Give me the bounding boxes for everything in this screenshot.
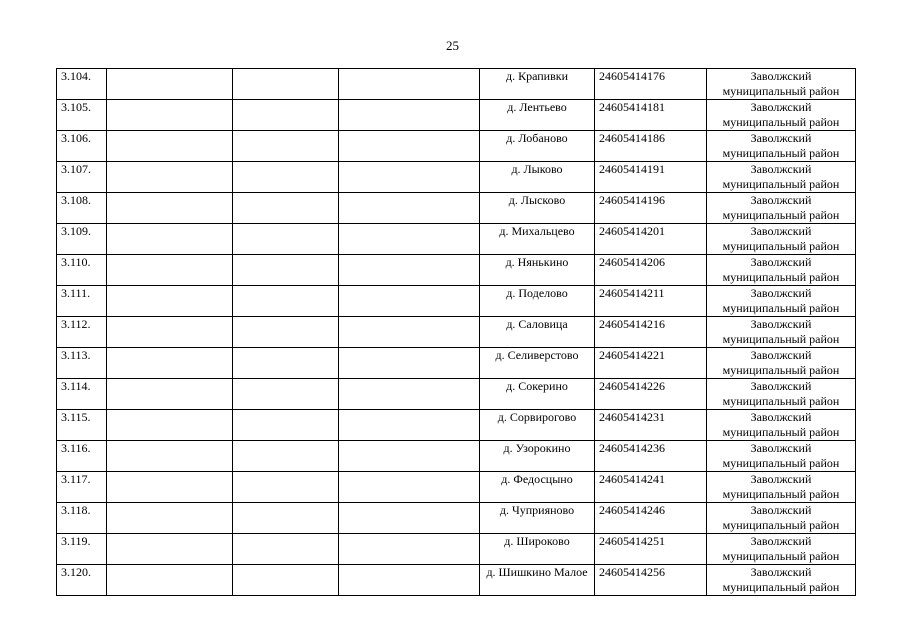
settlement-name-cell: д. Лобаново [480, 131, 595, 162]
empty-cell [339, 472, 480, 503]
empty-cell [233, 162, 339, 193]
district-cell: Заволжский муниципальный район [707, 534, 856, 565]
table-row [57, 472, 856, 503]
oktmo-code-cell: 24605414256 [595, 565, 707, 596]
table-body [57, 69, 856, 596]
empty-cell [233, 379, 339, 410]
district-cell: Заволжский муниципальный район [707, 69, 856, 100]
empty-cell [233, 348, 339, 379]
empty-cell [339, 162, 480, 193]
settlement-name-cell: д. Лысково [480, 193, 595, 224]
row-number-cell: 3.112. [57, 317, 107, 348]
oktmo-code-cell: 24605414226 [595, 379, 707, 410]
empty-cell [233, 472, 339, 503]
settlement-name-cell: д. Лентьево [480, 100, 595, 131]
empty-cell [233, 131, 339, 162]
row-number-cell: 3.109. [57, 224, 107, 255]
empty-cell [339, 69, 480, 100]
district-cell: Заволжский муниципальный район [707, 286, 856, 317]
row-number-cell: 3.107. [57, 162, 107, 193]
oktmo-code-cell: 24605414221 [595, 348, 707, 379]
settlement-name-cell: д. Узорокино [480, 441, 595, 472]
oktmo-code-cell: 24605414201 [595, 224, 707, 255]
district-cell: Заволжский муниципальный район [707, 100, 856, 131]
district-cell: Заволжский муниципальный район [707, 193, 856, 224]
table-row [57, 131, 856, 162]
table-row [57, 162, 856, 193]
table-row [57, 503, 856, 534]
oktmo-code-cell: 24605414231 [595, 410, 707, 441]
table-row [57, 255, 856, 286]
district-cell: Заволжский муниципальный район [707, 472, 856, 503]
settlement-name-cell: д. Саловица [480, 317, 595, 348]
empty-cell [233, 410, 339, 441]
empty-cell [339, 131, 480, 162]
row-number-cell: 3.105. [57, 100, 107, 131]
row-number-cell: 3.111. [57, 286, 107, 317]
settlement-name-cell: д. Чуприяново [480, 503, 595, 534]
settlement-name-cell: д. Крапивки [480, 69, 595, 100]
district-cell: Заволжский муниципальный район [707, 224, 856, 255]
oktmo-code-cell: 24605414211 [595, 286, 707, 317]
settlement-name-cell: д. Лыково [480, 162, 595, 193]
row-number-cell: 3.120. [57, 565, 107, 596]
empty-cell [233, 286, 339, 317]
empty-cell [233, 534, 339, 565]
oktmo-code-cell: 24605414186 [595, 131, 707, 162]
district-cell: Заволжский муниципальный район [707, 317, 856, 348]
settlement-name-cell: д. Михальцево [480, 224, 595, 255]
table-row [57, 534, 856, 565]
row-number-cell: 3.106. [57, 131, 107, 162]
empty-cell [107, 472, 233, 503]
district-cell: Заволжский муниципальный район [707, 379, 856, 410]
district-cell: Заволжский муниципальный район [707, 503, 856, 534]
table-row [57, 317, 856, 348]
empty-cell [107, 69, 233, 100]
oktmo-code-cell: 24605414246 [595, 503, 707, 534]
oktmo-code-cell: 24605414251 [595, 534, 707, 565]
empty-cell [339, 348, 480, 379]
settlement-name-cell: д. Федосцыно [480, 472, 595, 503]
empty-cell [233, 224, 339, 255]
settlement-name-cell: д. Широково [480, 534, 595, 565]
empty-cell [339, 565, 480, 596]
oktmo-code-cell: 24605414236 [595, 441, 707, 472]
empty-cell [339, 255, 480, 286]
empty-cell [339, 100, 480, 131]
row-number-cell: 3.110. [57, 255, 107, 286]
settlement-name-cell: д. Сокерино [480, 379, 595, 410]
empty-cell [107, 286, 233, 317]
empty-cell [107, 100, 233, 131]
oktmo-code-cell: 24605414196 [595, 193, 707, 224]
page-number: 25 [446, 38, 459, 53]
table-row [57, 441, 856, 472]
district-cell: Заволжский муниципальный район [707, 410, 856, 441]
table-row [57, 348, 856, 379]
row-number-cell: 3.114. [57, 379, 107, 410]
empty-cell [107, 503, 233, 534]
empty-cell [233, 503, 339, 534]
table-row [57, 565, 856, 596]
empty-cell [339, 193, 480, 224]
empty-cell [339, 441, 480, 472]
table-row [57, 193, 856, 224]
empty-cell [107, 565, 233, 596]
table-row [57, 379, 856, 410]
row-number-cell: 3.119. [57, 534, 107, 565]
settlement-name-cell: д. Поделово [480, 286, 595, 317]
row-number-cell: 3.104. [57, 69, 107, 100]
settlement-name-cell: д. Нянькино [480, 255, 595, 286]
district-cell: Заволжский муниципальный район [707, 565, 856, 596]
empty-cell [107, 255, 233, 286]
district-cell: Заволжский муниципальный район [707, 255, 856, 286]
empty-cell [233, 193, 339, 224]
district-cell: Заволжский муниципальный район [707, 441, 856, 472]
district-cell: Заволжский муниципальный район [707, 162, 856, 193]
empty-cell [339, 534, 480, 565]
empty-cell [339, 503, 480, 534]
empty-cell [107, 410, 233, 441]
empty-cell [107, 162, 233, 193]
empty-cell [233, 255, 339, 286]
settlement-name-cell: д. Селиверстово [480, 348, 595, 379]
empty-cell [339, 379, 480, 410]
empty-cell [339, 286, 480, 317]
oktmo-code-cell: 24605414191 [595, 162, 707, 193]
settlement-name-cell: д. Шишкино Малое [480, 565, 595, 596]
empty-cell [233, 100, 339, 131]
empty-cell [107, 441, 233, 472]
empty-cell [107, 224, 233, 255]
empty-cell [107, 317, 233, 348]
empty-cell [233, 317, 339, 348]
empty-cell [339, 410, 480, 441]
empty-cell [107, 348, 233, 379]
table-row [57, 69, 856, 100]
empty-cell [233, 565, 339, 596]
empty-cell [107, 379, 233, 410]
table-row [57, 286, 856, 317]
oktmo-code-cell: 24605414206 [595, 255, 707, 286]
table-row [57, 410, 856, 441]
row-number-cell: 3.108. [57, 193, 107, 224]
row-number-cell: 3.117. [57, 472, 107, 503]
empty-cell [107, 534, 233, 565]
table-row [57, 100, 856, 131]
row-number-cell: 3.113. [57, 348, 107, 379]
empty-cell [233, 69, 339, 100]
settlements-table [56, 68, 856, 596]
empty-cell [107, 193, 233, 224]
row-number-cell: 3.116. [57, 441, 107, 472]
row-number-cell: 3.118. [57, 503, 107, 534]
empty-cell [339, 224, 480, 255]
empty-cell [107, 131, 233, 162]
empty-cell [339, 317, 480, 348]
district-cell: Заволжский муниципальный район [707, 131, 856, 162]
settlement-name-cell: д. Сорвирогово [480, 410, 595, 441]
table-row [57, 224, 856, 255]
empty-cell [233, 441, 339, 472]
oktmo-code-cell: 24605414241 [595, 472, 707, 503]
oktmo-code-cell: 24605414176 [595, 69, 707, 100]
row-number-cell: 3.115. [57, 410, 107, 441]
district-cell: Заволжский муниципальный район [707, 348, 856, 379]
oktmo-code-cell: 24605414216 [595, 317, 707, 348]
oktmo-code-cell: 24605414181 [595, 100, 707, 131]
